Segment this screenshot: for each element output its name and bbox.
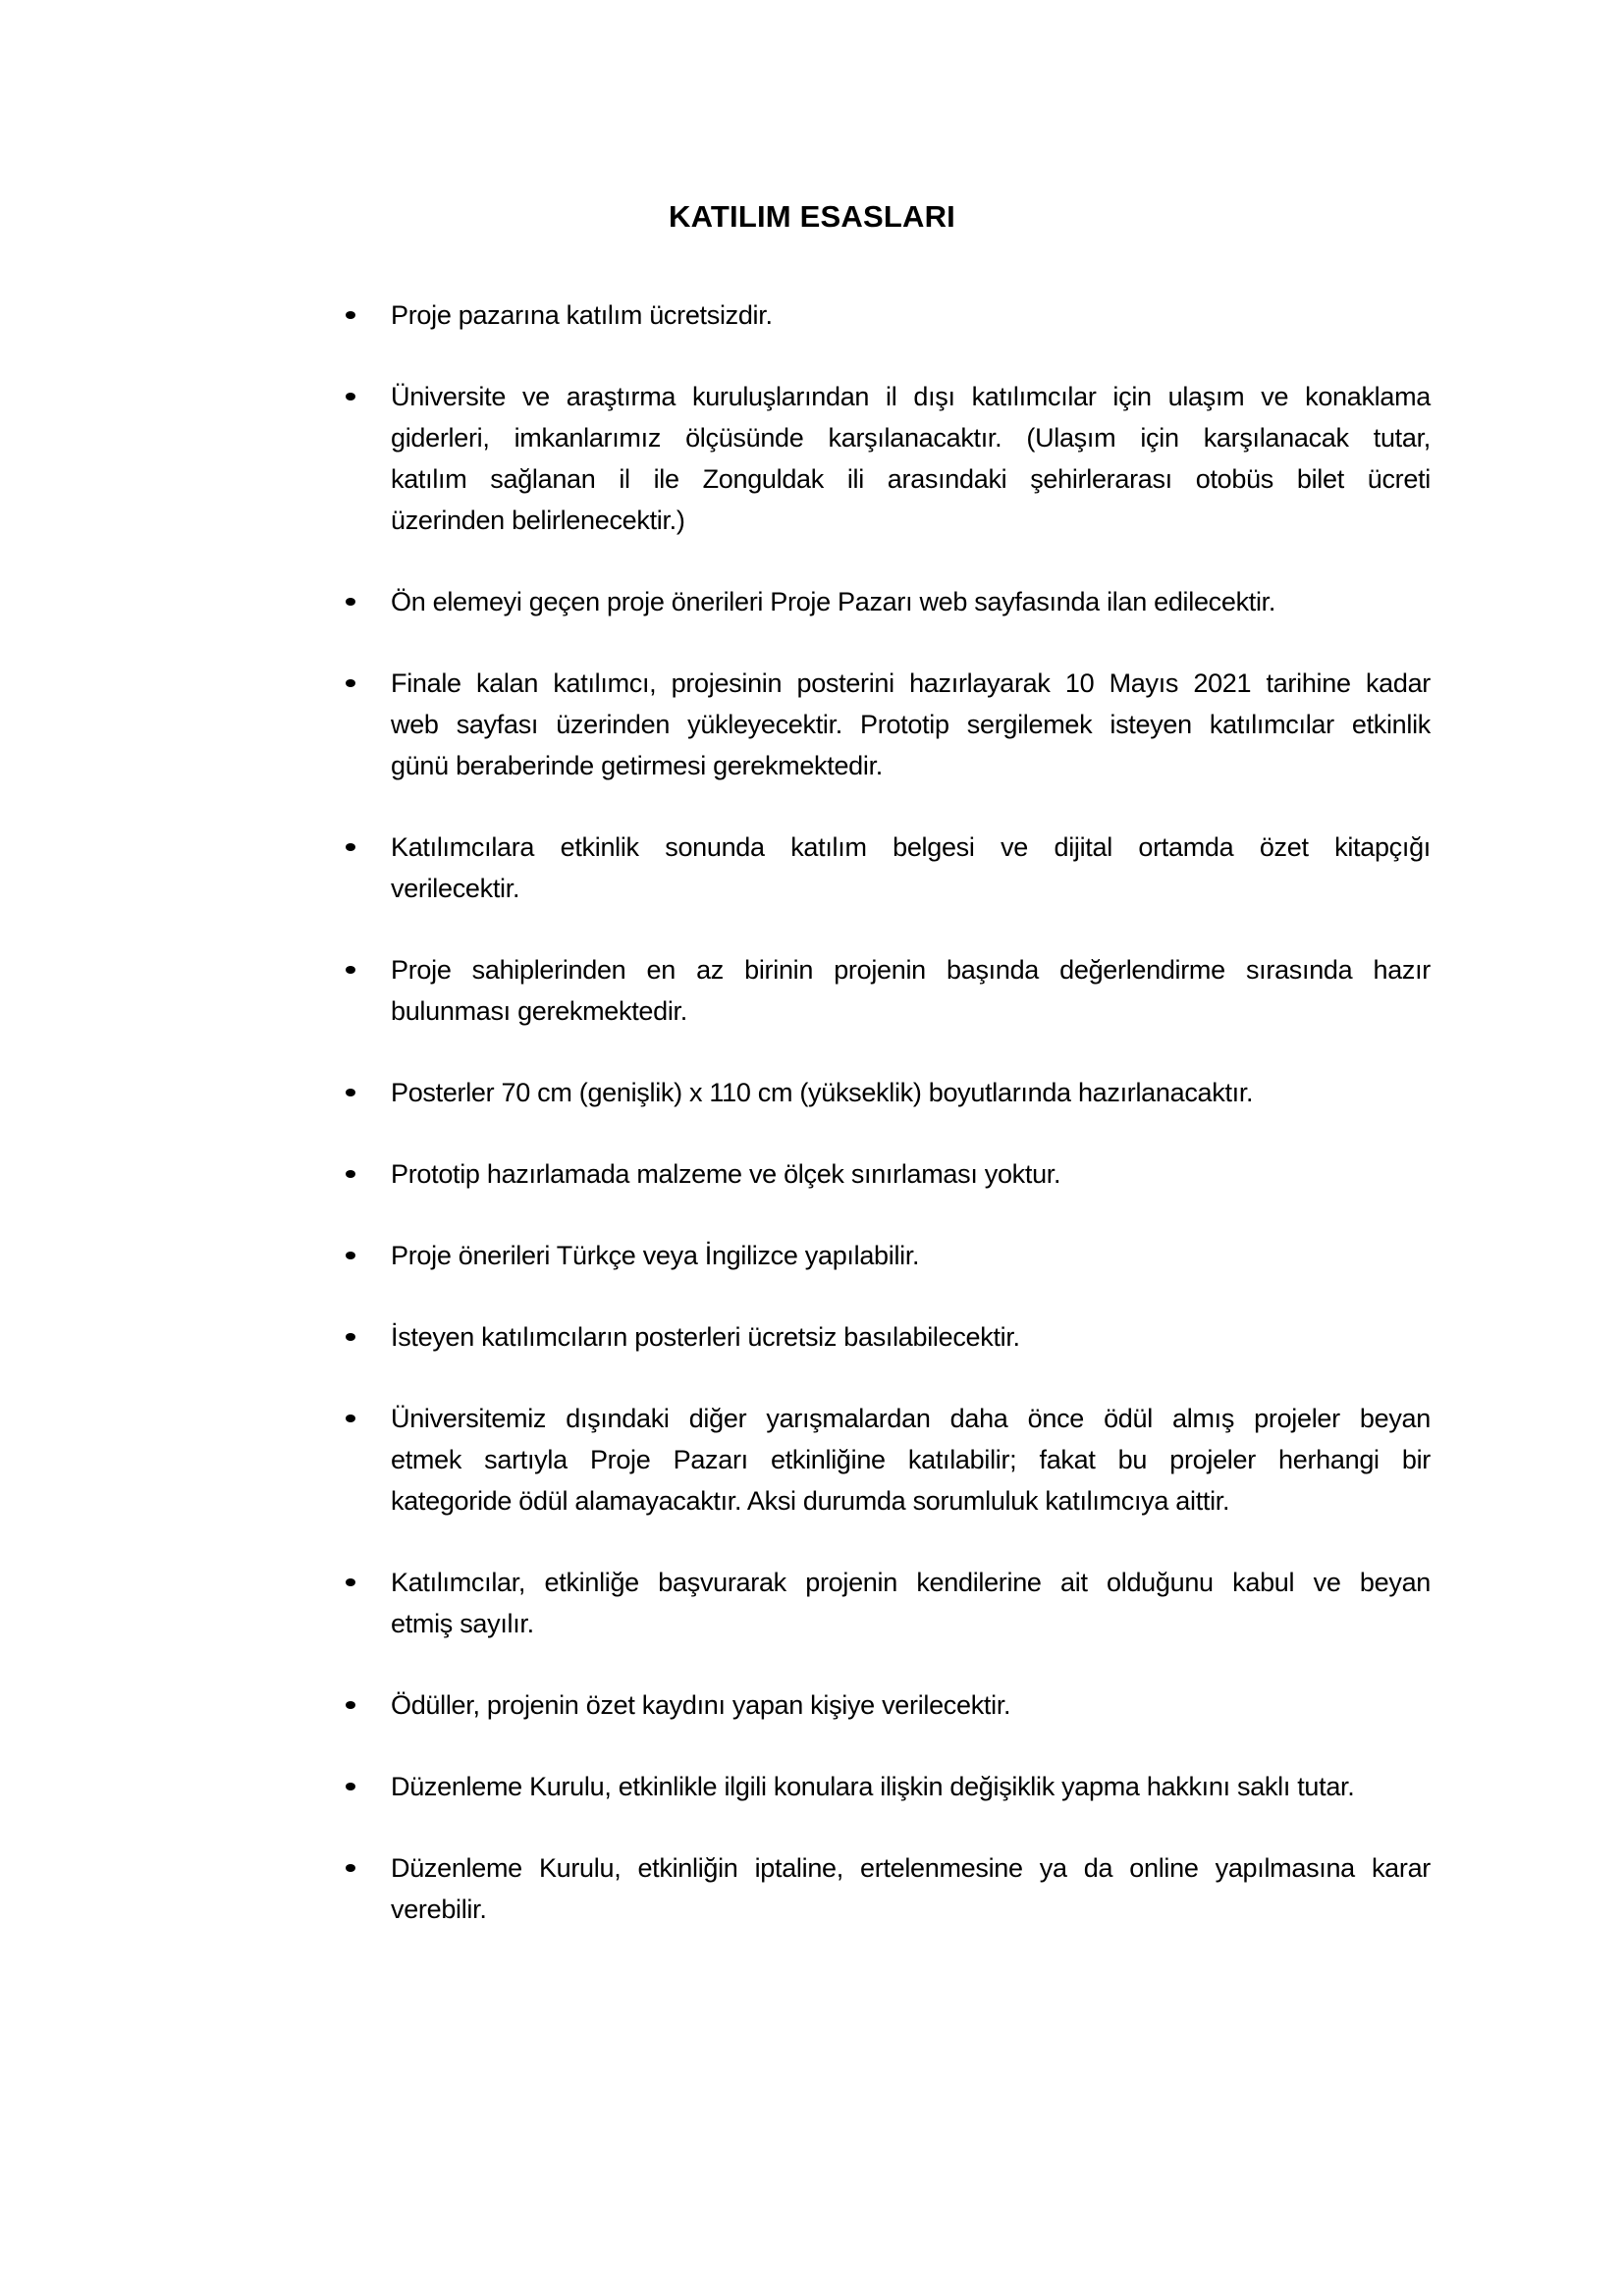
- bullet-item: [391, 1398, 1431, 1522]
- bullet-line: Üniversite ve araştırma kuruluşlarından il dışı katılımcılar için ulaşım ve konaklama: [391, 382, 1431, 411]
- bullet-line: Düzenleme Kurulu, etkinlikle ilgili konulara ilişkin değişiklik yapma hakkını saklı tutar.: [391, 1772, 1355, 1801]
- bullet-dot-icon: [346, 1089, 355, 1096]
- bullet-line: kategoride ödül alamayacaktır. Aksi durumda sorumluluk katılımcıya aittir.: [391, 1486, 1230, 1516]
- bullet-dot-icon: [346, 1252, 355, 1259]
- bullet-item: [391, 1153, 1431, 1195]
- bullet-list: [391, 294, 1431, 1970]
- bullet-dot-icon: [346, 1333, 355, 1341]
- bullet-line: Proje pazarına katılım ücretsizdir.: [391, 300, 773, 330]
- bullet-line: Proje sahiplerinden en az birinin projenin başında değerlendirme sırasında hazır: [391, 955, 1431, 985]
- bullet-item: [391, 663, 1431, 786]
- bullet-dot-icon: [346, 1783, 355, 1790]
- bullet-line: Ödüller, projenin özet kaydını yapan kişiye verilecektir.: [391, 1690, 1011, 1720]
- bullet-line: Posterler 70 cm (genişlik) x 110 cm (yükseklik) boyutlarında hazırlanacaktır.: [391, 1078, 1254, 1107]
- bullet-item: [391, 827, 1431, 909]
- bullet-line: Üniversitemiz dışındaki diğer yarışmalardan daha önce ödül almış projeler beyan: [391, 1404, 1431, 1433]
- bullet-item: [391, 1684, 1431, 1726]
- bullet-line: İsteyen katılımcıların posterleri ücretsiz basılabilecektir.: [391, 1322, 1020, 1352]
- bullet-dot-icon: [346, 966, 355, 974]
- bullet-dot-icon: [346, 393, 355, 400]
- bullet-item: [391, 1316, 1431, 1358]
- bullet-item: [391, 1072, 1431, 1113]
- bullet-line: Düzenleme Kurulu, etkinliğin iptaline, ertelenmesine ya da online yapılmasına karar: [391, 1853, 1431, 1883]
- bullet-item: [391, 1766, 1431, 1807]
- bullet-line: katılım sağlanan il ile Zonguldak ili arasındaki şehirlerarası otobüs bilet ücreti: [391, 464, 1431, 494]
- bullet-item: [391, 1235, 1431, 1276]
- bullet-item: [391, 581, 1431, 622]
- bullet-item: [391, 376, 1431, 541]
- bullet-dot-icon: [346, 1864, 355, 1872]
- bullet-dot-icon: [346, 598, 355, 606]
- bullet-dot-icon: [346, 311, 355, 319]
- bullet-line: giderleri, imkanlarımız ölçüsünde karşılanacaktır. (Ulaşım için karşılanacak tutar,: [391, 423, 1431, 453]
- bullet-dot-icon: [346, 1578, 355, 1586]
- bullet-line: üzerinden belirlenecektir.): [391, 506, 685, 535]
- page-title: KATILIM ESASLARI: [669, 199, 955, 234]
- bullet-dot-icon: [346, 679, 355, 687]
- bullet-dot-icon: [346, 1701, 355, 1709]
- bullet-line: Ön elemeyi geçen proje önerileri Proje Pazarı web sayfasında ilan edilecektir.: [391, 587, 1276, 616]
- bullet-line: günü beraberinde getirmesi gerekmektedir.: [391, 751, 883, 780]
- bullet-line: etmek sartıyla Proje Pazarı etkinliğine katılabilir; fakat bu projeler herhangi bir: [391, 1445, 1431, 1474]
- bullet-line: Proje önerileri Türkçe veya İngilizce yapılabilir.: [391, 1241, 920, 1270]
- bullet-line: Finale kalan katılımcı, projesinin posterini hazırlayarak 10 Mayıs 2021 tarihine kadar: [391, 668, 1431, 698]
- bullet-dot-icon: [346, 1415, 355, 1422]
- bullet-line: verebilir.: [391, 1895, 487, 1924]
- bullet-item: [391, 949, 1431, 1032]
- bullet-line: Katılımcılara etkinlik sonunda katılım belgesi ve dijital ortamda özet kitapçığı: [391, 832, 1431, 862]
- bullet-line: bulunması gerekmektedir.: [391, 996, 687, 1026]
- bullet-line: web sayfası üzerinden yükleyecektir. Prototip sergilemek isteyen katılımcılar etkinlik: [391, 710, 1431, 739]
- bullet-dot-icon: [346, 843, 355, 851]
- bullet-line: Prototip hazırlamada malzeme ve ölçek sınırlaması yoktur.: [391, 1159, 1061, 1189]
- bullet-line: etmiş sayılır.: [391, 1609, 534, 1638]
- bullet-line: verilecektir.: [391, 874, 520, 903]
- bullet-dot-icon: [346, 1170, 355, 1178]
- bullet-item: [391, 1847, 1431, 1930]
- bullet-item: [391, 294, 1431, 336]
- bullet-item: [391, 1562, 1431, 1644]
- bullet-line: Katılımcılar, etkinliğe başvurarak projenin kendilerine ait olduğunu kabul ve beyan: [391, 1568, 1431, 1597]
